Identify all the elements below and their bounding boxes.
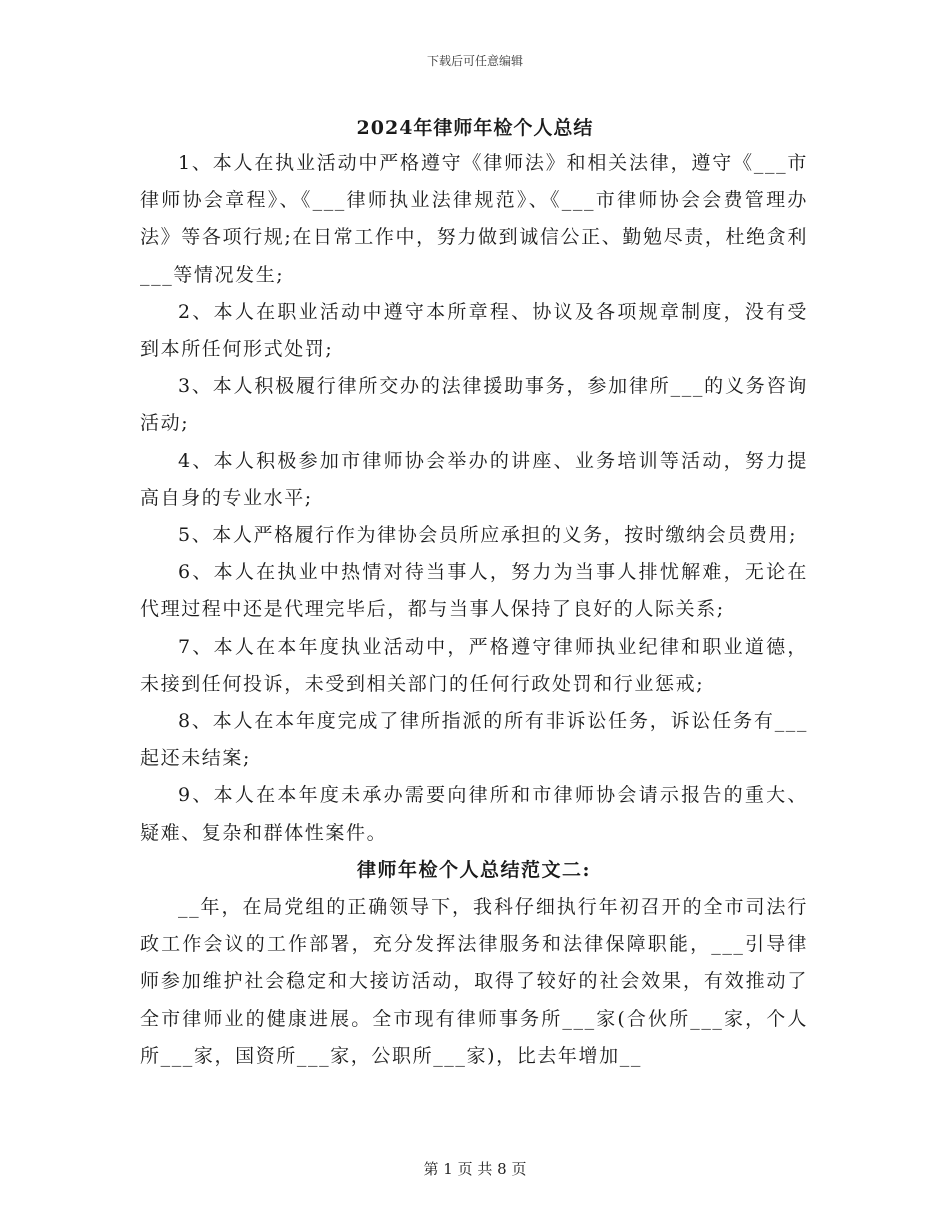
paragraph-4: 4、本人积极参加市律师协会举办的讲座、业务培训等活动，努力提高自身的专业水平; xyxy=(140,449,808,509)
paragraph-5: 5、本人严格履行作为律协会员所应承担的义务，按时缴纳会员费用; xyxy=(178,524,798,547)
paragraph-8: 8、本人在本年度完成了律所指派的所有非诉讼任务，诉讼任务有___起还未结案; xyxy=(140,710,808,770)
paragraph-3: 3、本人积极履行律所交办的法律援助事务，参加律所___的义务咨询活动; xyxy=(140,375,808,435)
page-number: 第 1 页 共 8 页 xyxy=(423,1160,527,1178)
document-body xyxy=(140,145,808,1075)
page-header-note: 下载后可任意编辑 xyxy=(426,54,523,68)
paragraph-7: 7、本人在本年度执业活动中，严格遵守律师执业纪律和职业道德，未接到任何投诉，未受到相关部门的任何行政处罚和行业惩戒; xyxy=(140,635,808,695)
paragraph-6: 6、本人在执业中热情对待当事人，努力为当事人排忧解难，无论在代理过程中还是代理完毕后，都与当事人保持了良好的人际关系; xyxy=(140,561,808,621)
paragraph-2: 2、本人在职业活动中遵守本所章程、协议及各项规章制度，没有受到本所任何形式处罚; xyxy=(140,300,808,361)
paragraph-9: 9、本人在本年度未承办需要向律所和市律师协会请示报告的重大、疑难、复杂和群体性案件。 xyxy=(140,784,808,844)
section-subtitle: 律师年检个人总结范文二: xyxy=(356,858,591,881)
paragraph-1: 1、本人在执业活动中严格遵守《律师法》和相关法律，遵守《___市律师协会章程》、《___律师执业法律规范》、《___市律师协会会费管理办法》等各项行规;在日常工作中，努力做到诚信公正、勤勉尽责，杜绝贪利___等情况发生; xyxy=(140,152,808,286)
document-title: 2024年律师年检个人总结 xyxy=(356,117,594,139)
paragraph-10: __年，在局党组的正确领导下，我科仔细执行年初召开的全市司法行政工作会议的工作部署，充分发挥法律服务和法律保障职能，___引导律师参加维护社会稳定和大接访活动，取得了较好的社会效果，有效推动了全市律师业的健康进展。全市现有律师事务所___家(合伙所___家，个人所___家，国资所___家，公职所___家)，比去年增加__ xyxy=(140,896,808,1067)
